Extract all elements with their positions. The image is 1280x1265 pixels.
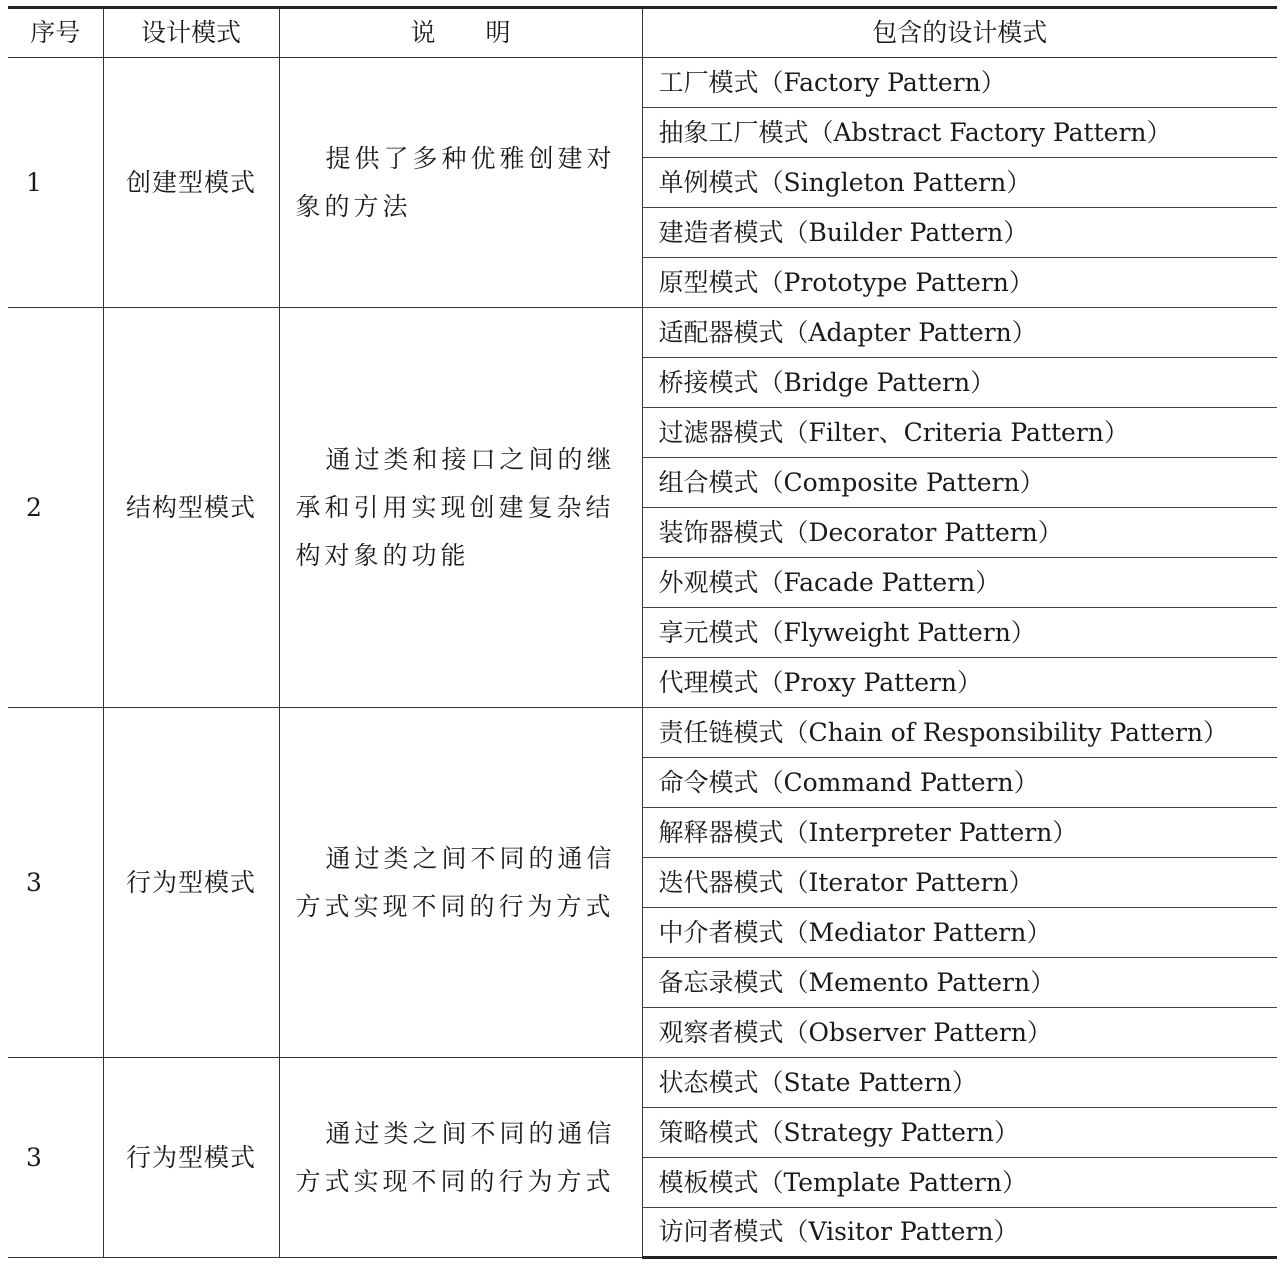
pattern-cell: 解释器模式（Interpreter Pattern） <box>642 808 1277 858</box>
group-description: 通过类之间不同的通信方式实现不同的行为方式 <box>279 708 642 1058</box>
pattern-cell: 观察者模式（Observer Pattern） <box>642 1008 1277 1058</box>
pattern-cell: 建造者模式（Builder Pattern） <box>642 208 1277 258</box>
table-row <box>8 708 1277 758</box>
header-category: 设计模式 <box>103 8 279 58</box>
pattern-cell: 迭代器模式（Iterator Pattern） <box>642 858 1277 908</box>
table-header <box>8 8 1277 58</box>
pattern-cell: 工厂模式（Factory Pattern） <box>642 58 1277 108</box>
pattern-cell: 桥接模式（Bridge Pattern） <box>642 358 1277 408</box>
pattern-cell: 过滤器模式（Filter、Criteria Pattern） <box>642 408 1277 458</box>
table-body <box>8 58 1277 1258</box>
pattern-cell: 模板模式（Template Pattern） <box>642 1158 1277 1208</box>
header-row <box>8 8 1277 58</box>
group-number: 1 <box>8 58 103 308</box>
group-number: 3 <box>8 708 103 1058</box>
group-number: 3 <box>8 1058 103 1258</box>
pattern-cell: 外观模式（Facade Pattern） <box>642 558 1277 608</box>
group-number: 2 <box>8 308 103 708</box>
group-category: 行为型模式 <box>103 708 279 1058</box>
pattern-cell: 命令模式（Command Pattern） <box>642 758 1277 808</box>
pattern-cell: 抽象工厂模式（Abstract Factory Pattern） <box>642 108 1277 158</box>
pattern-cell: 组合模式（Composite Pattern） <box>642 458 1277 508</box>
group-description: 通过类之间不同的通信方式实现不同的行为方式 <box>279 1058 642 1258</box>
group-description: 通过类和接口之间的继承和引用实现创建复杂结构对象的功能 <box>279 308 642 708</box>
group-category: 创建型模式 <box>103 58 279 308</box>
pattern-cell: 访问者模式（Visitor Pattern） <box>642 1208 1277 1258</box>
pattern-cell: 享元模式（Flyweight Pattern） <box>642 608 1277 658</box>
pattern-cell: 代理模式（Proxy Pattern） <box>642 658 1277 708</box>
pattern-cell: 状态模式（State Pattern） <box>642 1058 1277 1108</box>
pattern-cell: 中介者模式（Mediator Pattern） <box>642 908 1277 958</box>
table-row <box>8 1058 1277 1108</box>
table-row <box>8 308 1277 358</box>
pattern-cell: 适配器模式（Adapter Pattern） <box>642 308 1277 358</box>
group-category: 结构型模式 <box>103 308 279 708</box>
pattern-cell: 责任链模式（Chain of Responsibility Pattern） <box>642 708 1277 758</box>
header-patterns: 包含的设计模式 <box>642 8 1277 58</box>
pattern-cell: 备忘录模式（Memento Pattern） <box>642 958 1277 1008</box>
group-category: 行为型模式 <box>103 1058 279 1258</box>
pattern-cell: 原型模式（Prototype Pattern） <box>642 258 1277 308</box>
header-desc: 说 明 <box>279 8 642 58</box>
pattern-cell: 单例模式（Singleton Pattern） <box>642 158 1277 208</box>
design-patterns-table <box>8 6 1277 1259</box>
pattern-cell: 装饰器模式（Decorator Pattern） <box>642 508 1277 558</box>
group-description: 提供了多种优雅创建对象的方法 <box>279 58 642 308</box>
pattern-cell: 策略模式（Strategy Pattern） <box>642 1108 1277 1158</box>
table-row <box>8 58 1277 108</box>
header-num: 序号 <box>8 8 103 58</box>
